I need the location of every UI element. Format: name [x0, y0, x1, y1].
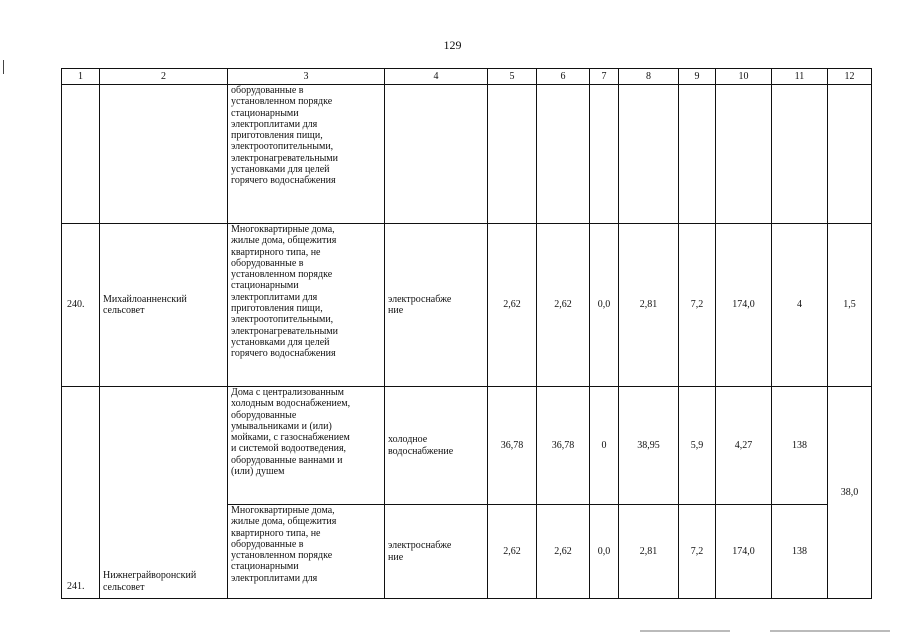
scan-artifact — [770, 630, 890, 632]
value-cell: 4,27 — [716, 387, 772, 505]
total-cell: 1,5 — [828, 224, 872, 387]
table-row-241 — [62, 387, 872, 505]
cell-empty — [590, 85, 619, 224]
utility-service: электроснабже ние — [385, 505, 488, 599]
column-header: 7 — [590, 69, 619, 85]
cell-empty — [772, 85, 828, 224]
cell-empty — [716, 85, 772, 224]
column-header: 6 — [537, 69, 590, 85]
value-cell: 0,0 — [590, 505, 619, 599]
column-header: 9 — [679, 69, 716, 85]
utility-service: холодное водоснабжение — [385, 387, 488, 505]
column-header: 8 — [619, 69, 679, 85]
value-cell: 2,62 — [537, 505, 590, 599]
column-header: 3 — [228, 69, 385, 85]
tariff-table — [61, 68, 872, 599]
cell-empty — [828, 85, 872, 224]
municipality-name: Михайлоанненский сельсовет — [100, 224, 228, 387]
margin-mark — [3, 60, 4, 74]
cell-empty — [679, 85, 716, 224]
scan-artifact — [640, 630, 730, 632]
utility-service: электроснабже ние — [385, 224, 488, 387]
cell-empty — [488, 85, 537, 224]
column-header: 11 — [772, 69, 828, 85]
value-cell: 2,62 — [488, 224, 537, 387]
value-cell: 174,0 — [716, 505, 772, 599]
value-cell: 38,95 — [619, 387, 679, 505]
consumer-description: Дома с централизованным холодным водоснабжением, оборудованные умывальниками и (или) мойками, с газоснабжением и системой водоотведения, оборудованные ваннами и (или) душем — [228, 387, 385, 505]
cell-empty — [62, 85, 100, 224]
column-header: 4 — [385, 69, 488, 85]
cell-empty — [100, 85, 228, 224]
consumer-description: Многоквартирные дома, жилые дома, общежития квартирного типа, не оборудованные в установленном порядке стационарными электроплитами для — [228, 505, 385, 599]
value-cell: 7,2 — [679, 224, 716, 387]
total-cell: 38,0 — [828, 387, 872, 599]
value-cell: 36,78 — [537, 387, 590, 505]
row-number: 241. — [62, 387, 100, 599]
value-cell: 174,0 — [716, 224, 772, 387]
value-cell: 138 — [772, 387, 828, 505]
page-number: 129 — [443, 38, 462, 52]
table-row-continuation — [62, 85, 872, 224]
column-header: 10 — [716, 69, 772, 85]
column-header: 5 — [488, 69, 537, 85]
municipality-name: Нижнеграйворонский сельсовет — [100, 387, 228, 599]
consumer-description: оборудованные в установленном порядке стационарными электроплитами для приготовления пищи, электроотопительными, электронагревательными установками для целей горячего водоснабжения — [228, 85, 385, 224]
row-number: 240. — [62, 224, 100, 387]
cell-empty — [619, 85, 679, 224]
cell-empty — [537, 85, 590, 224]
value-cell: 36,78 — [488, 387, 537, 505]
value-cell: 7,2 — [679, 505, 716, 599]
value-cell: 0 — [590, 387, 619, 505]
consumer-description: Многоквартирные дома, жилые дома, общежития квартирного типа, не оборудованные в установленном порядке стационарными электроплитами для приготовления пищи, электроотопительными, электронагревательными установками для целей горячего водоснабжения — [228, 224, 385, 387]
value-cell: 138 — [772, 505, 828, 599]
column-header: 2 — [100, 69, 228, 85]
value-cell: 2,62 — [488, 505, 537, 599]
value-cell: 2,81 — [619, 505, 679, 599]
value-cell: 2,81 — [619, 224, 679, 387]
value-cell: 4 — [772, 224, 828, 387]
cell-empty — [385, 85, 488, 224]
table-row-240 — [62, 224, 872, 387]
value-cell: 2,62 — [537, 224, 590, 387]
value-cell: 0,0 — [590, 224, 619, 387]
column-header: 12 — [828, 69, 872, 85]
column-header: 1 — [62, 69, 100, 85]
value-cell: 5,9 — [679, 387, 716, 505]
header-row — [62, 69, 872, 85]
